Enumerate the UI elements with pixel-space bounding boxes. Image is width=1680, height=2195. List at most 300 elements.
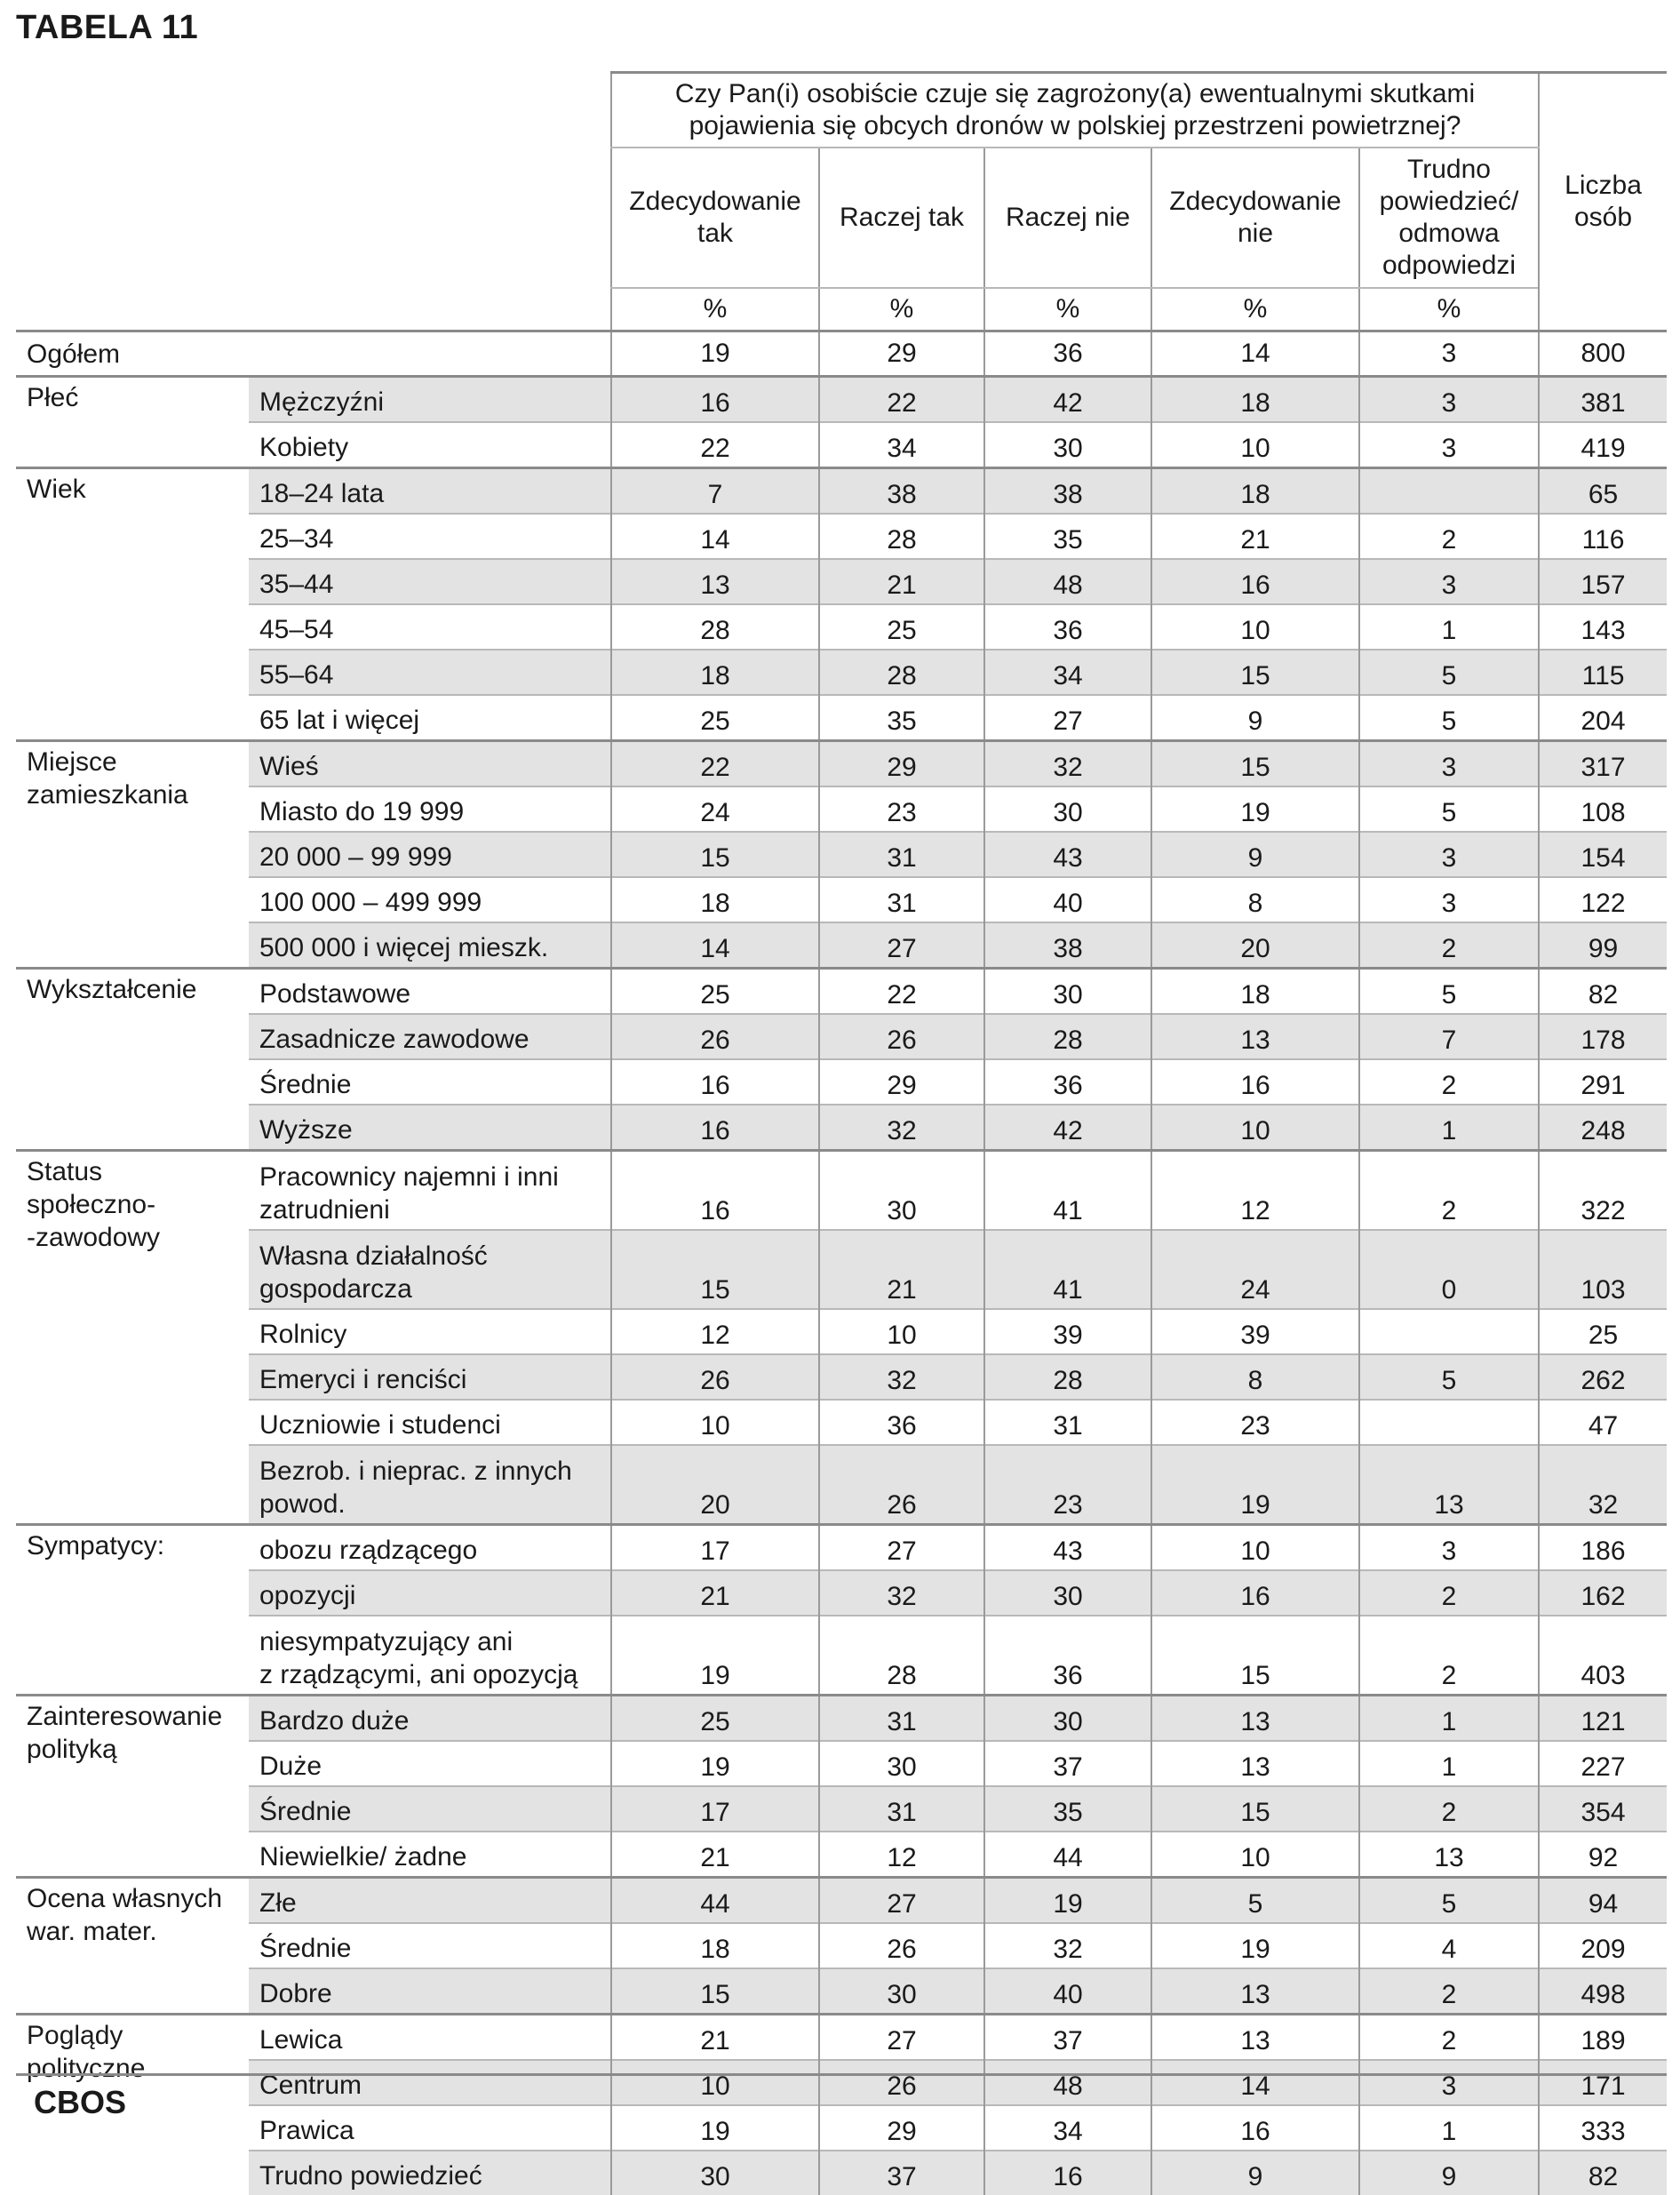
- table-cell: 16: [1151, 559, 1359, 604]
- table-cell: 291: [1539, 1059, 1667, 1105]
- unit-label: %: [611, 288, 819, 331]
- row-label-cell: [249, 1354, 611, 1400]
- table-cell: 36: [984, 1059, 1151, 1105]
- table-cell: 23: [819, 786, 984, 832]
- table-cell: 82: [1539, 2151, 1667, 2195]
- table-cell: 122: [1539, 877, 1667, 922]
- table-row: [16, 468, 1667, 515]
- table-row: [16, 559, 1667, 604]
- table-header: [16, 73, 1667, 331]
- row-label: Bezrob. i nieprac. z innych powod.: [259, 1455, 600, 1521]
- table-cell: 143: [1539, 604, 1667, 650]
- table-cell: 34: [984, 2105, 1151, 2151]
- table-row: [16, 1616, 1667, 1696]
- table-cell: 29: [819, 331, 984, 377]
- row-label-cell: [249, 1741, 611, 1786]
- table-cell: 14: [611, 922, 819, 969]
- table-cell: 7: [1359, 1014, 1539, 1059]
- table-cell: 157: [1539, 559, 1667, 604]
- table-cell: 24: [1151, 1230, 1359, 1309]
- table-cell: 16: [1151, 1059, 1359, 1105]
- column-header-answer: Zdecydowanie nie: [1151, 148, 1359, 288]
- row-label-cell: [249, 877, 611, 922]
- row-label-cell: [249, 559, 611, 604]
- table-cell: 21: [819, 1230, 984, 1309]
- table-row: [16, 1445, 1667, 1525]
- table-cell: 115: [1539, 650, 1667, 695]
- row-label: Wieś: [259, 750, 600, 783]
- table-cell: 5: [1151, 1878, 1359, 1924]
- table-cell: 19: [611, 1616, 819, 1696]
- table-cell: 154: [1539, 832, 1667, 877]
- table-cell: 29: [819, 741, 984, 787]
- table-cell: 48: [984, 2060, 1151, 2105]
- table-cell: 19: [1151, 786, 1359, 832]
- table-cell: 14: [1151, 2060, 1359, 2105]
- row-label-cell: [249, 604, 611, 650]
- table-cell: 30: [819, 1151, 984, 1231]
- table-cell: 14: [1151, 331, 1359, 377]
- table-cell: 13: [1359, 1445, 1539, 1525]
- table-row: [16, 2151, 1667, 2195]
- table-cell: 41: [984, 1151, 1151, 1231]
- table-cell: 37: [984, 1741, 1151, 1786]
- table-cell: 31: [819, 1786, 984, 1832]
- row-label-cell: [249, 1014, 611, 1059]
- table-cell: 19: [984, 1878, 1151, 1924]
- table-cell: 15: [611, 832, 819, 877]
- table-row: [16, 377, 1667, 423]
- table-cell: 3: [1359, 422, 1539, 468]
- table-cell: 189: [1539, 2015, 1667, 2061]
- row-label: Lewica: [259, 2023, 600, 2056]
- table-cell: 65: [1539, 468, 1667, 515]
- table-cell: 2: [1359, 514, 1539, 559]
- table-row: [16, 422, 1667, 468]
- table-cell: 3: [1359, 559, 1539, 604]
- table-row: [16, 1696, 1667, 1742]
- table-cell: 28: [819, 650, 984, 695]
- table-cell: 403: [1539, 1616, 1667, 1696]
- group-label: Ocena własnych war. mater.: [16, 1878, 249, 2015]
- table-cell: 28: [984, 1354, 1151, 1400]
- row-label-cell: [249, 1309, 611, 1354]
- row-label: Średnie: [259, 1795, 600, 1828]
- table-cell: 27: [819, 2015, 984, 2061]
- row-label: Centrum: [259, 2069, 600, 2102]
- total-label: Ogółem: [16, 331, 611, 377]
- row-label-cell: [249, 2105, 611, 2151]
- table-cell: 10: [819, 1309, 984, 1354]
- table-cell: 43: [984, 832, 1151, 877]
- table-cell: 12: [819, 1832, 984, 1878]
- table-cell: 27: [819, 1878, 984, 1924]
- row-label-cell: [249, 969, 611, 1015]
- table-cell: 10: [1151, 1525, 1359, 1571]
- row-label-cell: [249, 1400, 611, 1445]
- table-cell: 13: [1151, 1968, 1359, 2015]
- table-cell: 248: [1539, 1105, 1667, 1151]
- table-row: [16, 1014, 1667, 1059]
- row-label: Średnie: [259, 1068, 600, 1101]
- table-cell: 26: [819, 1445, 984, 1525]
- table-cell: 3: [1359, 832, 1539, 877]
- table-cell: 20: [611, 1445, 819, 1525]
- table-cell: 28: [819, 1616, 984, 1696]
- table-row: [16, 786, 1667, 832]
- table-cell: 5: [1359, 650, 1539, 695]
- table-cell: 42: [984, 1105, 1151, 1151]
- row-label-cell: [249, 1230, 611, 1309]
- table-cell: 209: [1539, 1923, 1667, 1968]
- table-cell: 48: [984, 559, 1151, 604]
- table-cell: 2: [1359, 1570, 1539, 1616]
- table-cell: 19: [611, 2105, 819, 2151]
- row-label: Miasto do 19 999: [259, 795, 600, 828]
- table-cell: 498: [1539, 1968, 1667, 2015]
- row-label-cell: [249, 2151, 611, 2195]
- table-cell: 31: [819, 832, 984, 877]
- table-row: [16, 1230, 1667, 1309]
- table-cell: 9: [1151, 695, 1359, 741]
- table-cell: 3: [1359, 741, 1539, 787]
- table-row: [16, 1400, 1667, 1445]
- table-row: [16, 650, 1667, 695]
- table-cell: 2: [1359, 1616, 1539, 1696]
- table-cell: 2: [1359, 1151, 1539, 1231]
- table-row: [16, 1525, 1667, 1571]
- table-row: [16, 1059, 1667, 1105]
- table-cell: 25: [611, 969, 819, 1015]
- row-label-cell: [249, 1832, 611, 1878]
- table-cell: 178: [1539, 1014, 1667, 1059]
- table-cell: 2: [1359, 922, 1539, 969]
- table-cell: 16: [611, 377, 819, 423]
- table-cell: 103: [1539, 1230, 1667, 1309]
- table-cell: 36: [819, 1400, 984, 1445]
- table-cell: 13: [1151, 1741, 1359, 1786]
- table-cell: 18: [1151, 377, 1359, 423]
- table-cell: 1: [1359, 1741, 1539, 1786]
- table-cell: [1359, 1400, 1539, 1445]
- table-cell: 5: [1359, 969, 1539, 1015]
- row-label-cell: [249, 1105, 611, 1151]
- table-cell: 13: [1151, 1014, 1359, 1059]
- table-cell: 32: [984, 1923, 1151, 1968]
- table-cell: 26: [819, 1014, 984, 1059]
- table-row: [16, 2105, 1667, 2151]
- row-label: Pracownicy najemni i inni zatrudnieni: [259, 1161, 600, 1226]
- table-row: [16, 1832, 1667, 1878]
- table-cell: 17: [611, 1525, 819, 1571]
- table-cell: 22: [819, 377, 984, 423]
- count-header: Liczba osób: [1539, 73, 1667, 331]
- table-cell: 36: [984, 331, 1151, 377]
- column-header-answer: Raczej tak: [819, 148, 984, 288]
- table-cell: 30: [984, 786, 1151, 832]
- row-label-cell: [249, 1968, 611, 2015]
- table-cell: 15: [611, 1230, 819, 1309]
- table-cell: 30: [819, 1968, 984, 2015]
- table-cell: 15: [611, 1968, 819, 2015]
- table-cell: 2: [1359, 1059, 1539, 1105]
- table-row: [16, 1309, 1667, 1354]
- table-cell: 21: [1151, 514, 1359, 559]
- table-row: [16, 604, 1667, 650]
- table-cell: 16: [611, 1105, 819, 1151]
- table-cell: [1359, 1309, 1539, 1354]
- table-cell: 227: [1539, 1741, 1667, 1786]
- table-cell: 19: [611, 1741, 819, 1786]
- row-label-cell: [249, 1616, 611, 1696]
- table-cell: 5: [1359, 1354, 1539, 1400]
- row-label: Podstawowe: [259, 978, 600, 1010]
- table-cell: 28: [819, 514, 984, 559]
- table-cell: 2: [1359, 1786, 1539, 1832]
- table-cell: 15: [1151, 650, 1359, 695]
- table-cell: 38: [984, 468, 1151, 515]
- table-cell: 26: [819, 2060, 984, 2105]
- group-label: Poglądy polityczne: [16, 2015, 249, 2195]
- row-label: 45–54: [259, 613, 600, 646]
- table-row: [16, 514, 1667, 559]
- table-cell: 16: [1151, 1570, 1359, 1616]
- table-row: [16, 1741, 1667, 1786]
- source-label: CBOS: [34, 2084, 126, 2121]
- table-cell: 5: [1359, 1878, 1539, 1924]
- row-label: 35–44: [259, 568, 600, 601]
- table-cell: 3: [1359, 877, 1539, 922]
- table-cell: 15: [1151, 741, 1359, 787]
- table-cell: 10: [1151, 1832, 1359, 1878]
- row-label: Trudno powiedzieć: [259, 2159, 600, 2192]
- total-row: [16, 331, 1667, 377]
- table-cell: 5: [1359, 786, 1539, 832]
- table-cell: 317: [1539, 741, 1667, 787]
- table-cell: 9: [1151, 832, 1359, 877]
- group-label: Wiek: [16, 468, 249, 741]
- table-cell: 121: [1539, 1696, 1667, 1742]
- table-cell: 13: [1151, 2015, 1359, 2061]
- table-cell: 16: [611, 1059, 819, 1105]
- table-cell: 5: [1359, 695, 1539, 741]
- table-cell: 2: [1359, 2015, 1539, 2061]
- table-cell: 12: [611, 1309, 819, 1354]
- table-cell: 94: [1539, 1878, 1667, 1924]
- table-cell: 22: [611, 741, 819, 787]
- table-row: [16, 1570, 1667, 1616]
- row-label: Uczniowie i studenci: [259, 1409, 600, 1441]
- table-cell: 32: [819, 1105, 984, 1151]
- table-cell: 82: [1539, 969, 1667, 1015]
- table-cell: 34: [984, 650, 1151, 695]
- table-cell: 18: [611, 1923, 819, 1968]
- table-cell: 1: [1359, 1105, 1539, 1151]
- table-cell: 19: [611, 331, 819, 377]
- table-cell: 37: [984, 2015, 1151, 2061]
- table-cell: 13: [1151, 1696, 1359, 1742]
- table-cell: 14: [611, 514, 819, 559]
- row-label: Kobiety: [259, 431, 600, 464]
- table-cell: 36: [984, 604, 1151, 650]
- table-cell: 32: [1539, 1445, 1667, 1525]
- row-label: Własna działalność gospodarcza: [259, 1240, 600, 1305]
- group-label: Sympatycy:: [16, 1525, 249, 1696]
- table-cell: 37: [819, 2151, 984, 2195]
- row-label-cell: [249, 695, 611, 741]
- row-label-cell: [249, 741, 611, 787]
- group-label: Wykształcenie: [16, 969, 249, 1151]
- table-cell: 171: [1539, 2060, 1667, 2105]
- table-cell: 2: [1359, 1968, 1539, 2015]
- table-cell: 99: [1539, 922, 1667, 969]
- table-cell: 27: [819, 1525, 984, 1571]
- table-cell: 24: [611, 786, 819, 832]
- table-cell: 43: [984, 1525, 1151, 1571]
- table-cell: 0: [1359, 1230, 1539, 1309]
- table-cell: 19: [1151, 1445, 1359, 1525]
- row-label-cell: [249, 2060, 611, 2105]
- table-cell: 9: [1151, 2151, 1359, 2195]
- table-row: [16, 832, 1667, 877]
- table-cell: 32: [819, 1354, 984, 1400]
- table-cell: 3: [1359, 2060, 1539, 2105]
- table-cell: 108: [1539, 786, 1667, 832]
- table-cell: 116: [1539, 514, 1667, 559]
- row-label-cell: [249, 1696, 611, 1742]
- row-label: Zasadnicze zawodowe: [259, 1023, 600, 1056]
- table-cell: 36: [984, 1616, 1151, 1696]
- table-row: [16, 1968, 1667, 2015]
- table-cell: 7: [611, 468, 819, 515]
- row-label: 18–24 lata: [259, 477, 600, 510]
- table-cell: 19: [1151, 1923, 1359, 1968]
- table-cell: 10: [1151, 422, 1359, 468]
- table-cell: 22: [819, 969, 984, 1015]
- row-label: Niewielkie/ żadne: [259, 1840, 600, 1873]
- table-cell: 800: [1539, 331, 1667, 377]
- row-label-cell: [249, 1878, 611, 1924]
- table-row: [16, 695, 1667, 741]
- table-row: [16, 969, 1667, 1015]
- table-cell: 15: [1151, 1616, 1359, 1696]
- table-row: [16, 1354, 1667, 1400]
- table-cell: 31: [984, 1400, 1151, 1445]
- row-label-cell: [249, 468, 611, 515]
- row-label: 100 000 – 499 999: [259, 886, 600, 919]
- unit-label: %: [1359, 288, 1539, 331]
- table-cell: 4: [1359, 1923, 1539, 1968]
- table-cell: 1: [1359, 2105, 1539, 2151]
- table-cell: 47: [1539, 1400, 1667, 1445]
- table-cell: 21: [819, 559, 984, 604]
- table-title: TABELA 11: [16, 9, 198, 47]
- table-cell: 10: [611, 2060, 819, 2105]
- table-cell: 23: [1151, 1400, 1359, 1445]
- table-cell: 30: [984, 422, 1151, 468]
- table-cell: 35: [984, 1786, 1151, 1832]
- table-cell: 17: [611, 1786, 819, 1832]
- table-cell: 40: [984, 877, 1151, 922]
- table-cell: 26: [611, 1014, 819, 1059]
- table-cell: 29: [819, 1059, 984, 1105]
- row-label-cell: [249, 832, 611, 877]
- row-label: 20 000 – 99 999: [259, 841, 600, 874]
- table-cell: 20: [1151, 922, 1359, 969]
- table-cell: 16: [611, 1151, 819, 1231]
- row-label-cell: [249, 1151, 611, 1231]
- table-cell: 9: [1359, 2151, 1539, 2195]
- table-cell: 32: [819, 1570, 984, 1616]
- row-label: Prawica: [259, 2114, 600, 2147]
- table-cell: 28: [611, 604, 819, 650]
- table-cell: 18: [611, 650, 819, 695]
- table-cell: 34: [819, 422, 984, 468]
- row-label-cell: [249, 2015, 611, 2061]
- row-label: Emeryci i renciści: [259, 1363, 600, 1396]
- table-cell: 27: [819, 922, 984, 969]
- table-cell: 3: [1359, 1525, 1539, 1571]
- row-label: Wyższe: [259, 1113, 600, 1146]
- table-cell: 12: [1151, 1151, 1359, 1231]
- table-cell: 3: [1359, 377, 1539, 423]
- table-cell: 419: [1539, 422, 1667, 468]
- table-row: [16, 2060, 1667, 2105]
- survey-table: [16, 71, 1667, 2195]
- table-cell: 186: [1539, 1525, 1667, 1571]
- row-label: 25–34: [259, 523, 600, 555]
- row-label: 55–64: [259, 658, 600, 691]
- table-row: [16, 1923, 1667, 1968]
- table-cell: 1: [1359, 604, 1539, 650]
- unit-label: %: [1151, 288, 1359, 331]
- table-cell: 22: [611, 422, 819, 468]
- unit-label: %: [984, 288, 1151, 331]
- table-cell: [1359, 468, 1539, 515]
- table-cell: 38: [984, 922, 1151, 969]
- table-cell: 44: [984, 1832, 1151, 1878]
- table-cell: 28: [984, 1014, 1151, 1059]
- table-cell: 322: [1539, 1151, 1667, 1231]
- row-label: Mężczyźni: [259, 386, 600, 419]
- row-label: obozu rządzącego: [259, 1534, 600, 1567]
- table-cell: 27: [984, 695, 1151, 741]
- table-row: [16, 1151, 1667, 1231]
- table-cell: 381: [1539, 377, 1667, 423]
- table-cell: 21: [611, 2015, 819, 2061]
- row-label-cell: [249, 1786, 611, 1832]
- row-label-cell: [249, 377, 611, 423]
- table-cell: 39: [1151, 1309, 1359, 1354]
- table-cell: 25: [819, 604, 984, 650]
- table-row: [16, 1878, 1667, 1924]
- row-label: Złe: [259, 1887, 600, 1920]
- row-label-cell: [249, 650, 611, 695]
- table-cell: 13: [1359, 1832, 1539, 1878]
- group-label: Zainteresowanie polityką: [16, 1696, 249, 1878]
- table-cell: 35: [819, 695, 984, 741]
- table-cell: 16: [984, 2151, 1151, 2195]
- table-cell: 30: [819, 1741, 984, 1786]
- row-label: Duże: [259, 1750, 600, 1783]
- table-row: [16, 741, 1667, 787]
- table-cell: 26: [611, 1354, 819, 1400]
- table-cell: 16: [1151, 2105, 1359, 2151]
- table-cell: 162: [1539, 1570, 1667, 1616]
- row-label: Rolnicy: [259, 1318, 600, 1351]
- row-label-cell: [249, 1059, 611, 1105]
- table-row: [16, 877, 1667, 922]
